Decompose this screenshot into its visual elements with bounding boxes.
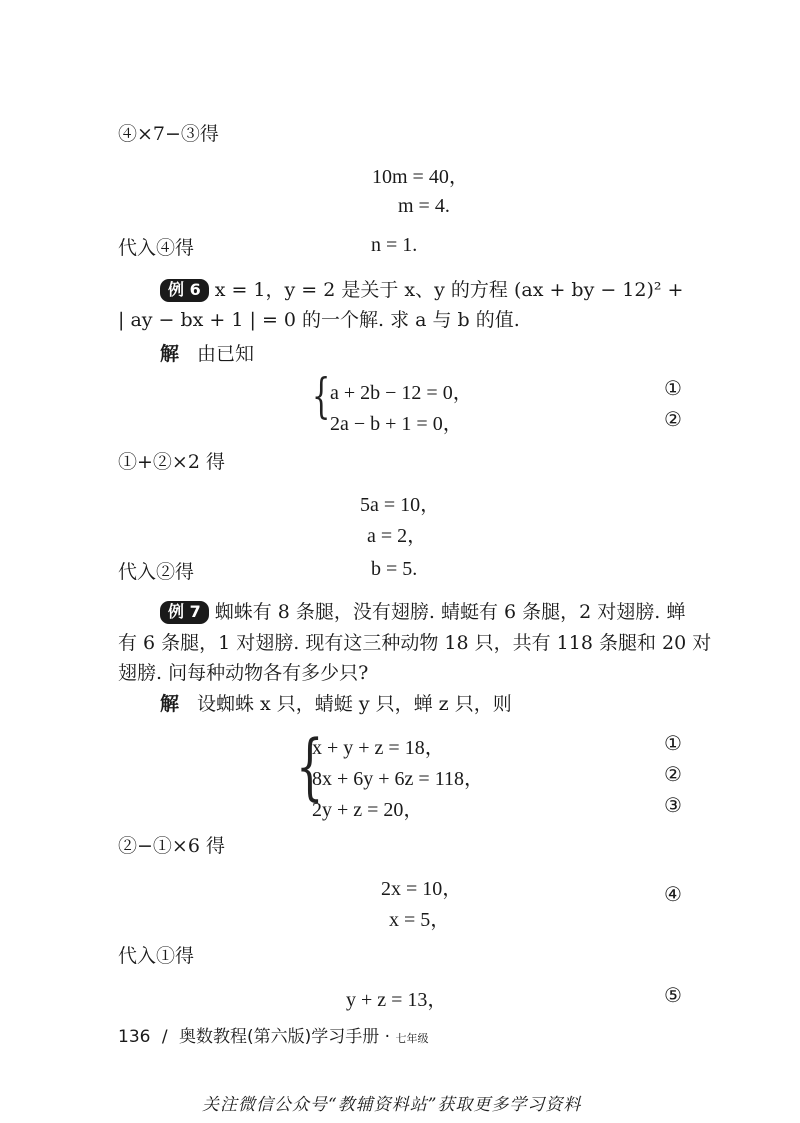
equation-number: ④ (664, 882, 682, 906)
equation: 10m = 40， (372, 166, 469, 188)
system-equation: a + 2b − 12 = 0， (330, 382, 473, 404)
solution-label: 解 (160, 693, 180, 715)
solution-label: 解 (160, 343, 180, 365)
watermark-text: 关注微信公众号“教辅资料站”获取更多学习资料 (202, 1095, 582, 1115)
step-line: 代入①得 (118, 945, 195, 967)
example-7-line-3: 翅膀. 问每种动物各有多少只? (118, 662, 369, 684)
brace: { (312, 368, 331, 424)
example-7-line-1 (160, 598, 685, 626)
equation-number: ② (664, 762, 682, 786)
equation: m = 4. (398, 195, 450, 217)
equation: 2x = 10， (381, 878, 463, 900)
equation: a = 2， (367, 525, 428, 547)
equation-number: ① (664, 376, 682, 400)
equation-number: ③ (664, 793, 682, 817)
book-title: 奥数教程(第六版)学习手册 · (179, 1027, 391, 1047)
example-6-badge: 例 6 (160, 279, 209, 302)
solution-text: 设蜘蛛 x 只，蜻蜓 y 只，蝉 z 只，则 (197, 693, 512, 715)
equation: x = 5， (389, 909, 451, 931)
page-footer (118, 1022, 428, 1047)
step-line: ②−①×6 得 (118, 835, 225, 857)
equation: 5a = 10， (360, 494, 441, 516)
equation: b = 5. (371, 558, 418, 580)
step-line: 代入②得 (118, 561, 195, 583)
equation-number: ⑤ (664, 983, 682, 1007)
example-7-badge: 例 7 (160, 601, 209, 624)
equation-number: ② (664, 407, 682, 431)
solution-text: 由已知 (197, 343, 255, 365)
step-line: ④×7−③得 (118, 123, 219, 145)
system-equation: 2a − b + 1 = 0， (330, 413, 463, 435)
equation: y + z = 13， (346, 989, 448, 1011)
solution-7 (160, 690, 512, 718)
solution-6 (160, 340, 254, 368)
example-6-line-1 (160, 276, 683, 304)
example-6-text: x = 1，y = 2 是关于 x、y 的方程 (ax + by − 12)² + (214, 279, 684, 301)
system-equation: 2y + z = 20， (312, 799, 424, 821)
equation: n = 1. (371, 234, 418, 256)
footer-separator: / (161, 1027, 168, 1047)
system-equation: x + y + z = 18， (312, 737, 445, 759)
equation-number: ① (664, 731, 682, 755)
step-line: ①+②×2 得 (118, 451, 225, 473)
brace: { (296, 724, 324, 808)
example-6-line-2: | ay − bx + 1 | = 0 的一个解. 求 a 与 b 的值. (118, 309, 520, 331)
example-7-line-2: 有 6 条腿，1 对翅膀. 现有这三种动物 18 只，共有 118 条腿和 20 对 (118, 632, 712, 654)
page-number: 136 (118, 1027, 151, 1047)
example-7-text: 蜘蛛有 8 条腿，没有翅膀. 蜻蜓有 6 条腿，2 对翅膀. 蝉 (214, 601, 686, 623)
step-line: 代入④得 (118, 237, 195, 259)
system-equation: 8x + 6y + 6z = 118， (312, 768, 484, 790)
grade-label: 七年级 (395, 1032, 429, 1045)
